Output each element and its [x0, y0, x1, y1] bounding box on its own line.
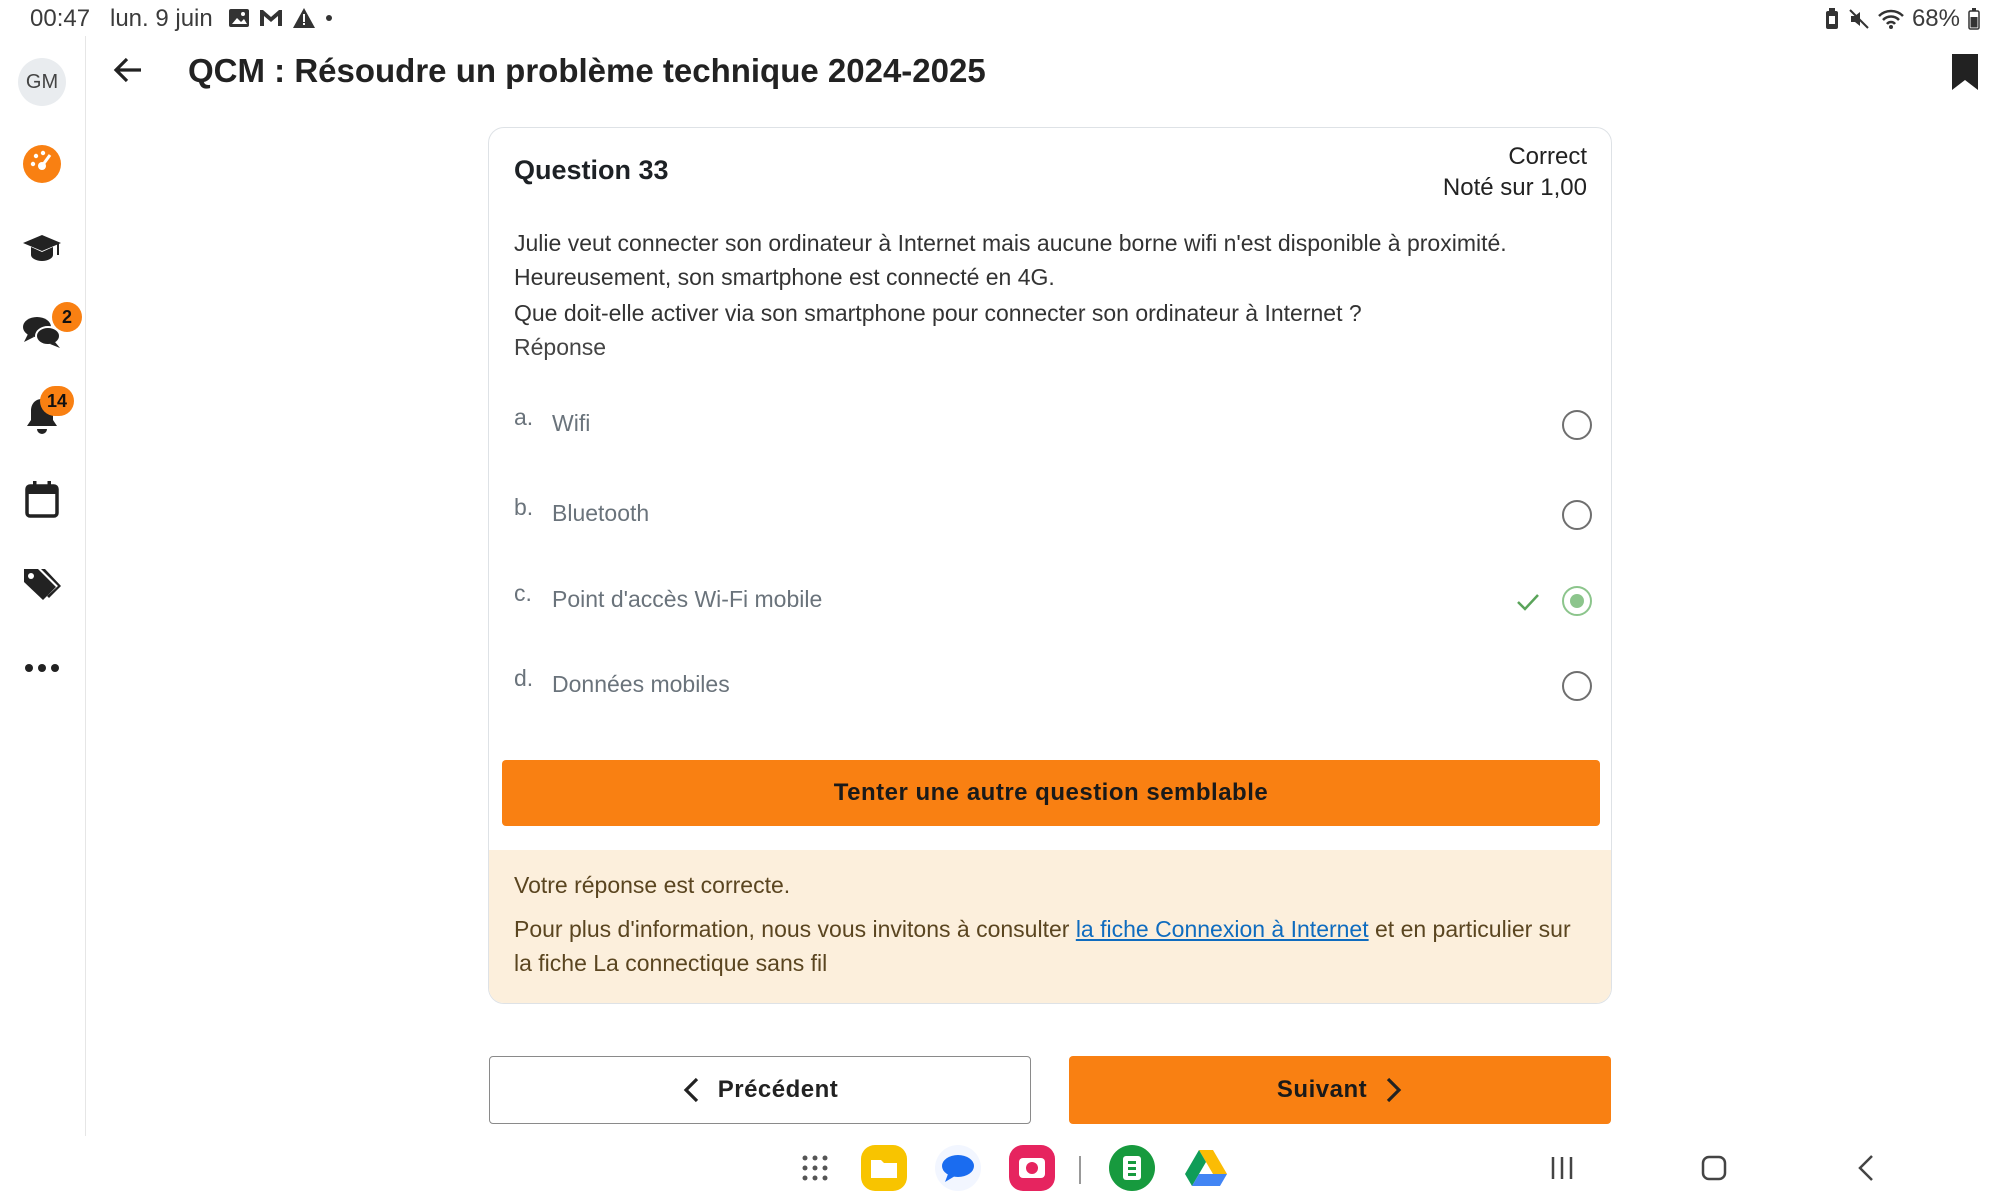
- next-label: Suivant: [1276, 1076, 1368, 1103]
- question-card: [488, 127, 1612, 1004]
- page-title: QCM : Résoudre un problème technique 2024-2025: [188, 52, 986, 89]
- answer-label: Bluetooth: [552, 500, 650, 526]
- gallery-icon: [228, 7, 250, 29]
- home-icon: [1700, 1154, 1728, 1182]
- gmail-icon: [258, 8, 284, 28]
- status-system-icons: [1824, 5, 1980, 33]
- messages-app[interactable]: [934, 1144, 982, 1192]
- question-text: [514, 226, 1594, 330]
- graduation-cap-icon: [22, 232, 62, 264]
- camera-app[interactable]: [1008, 1144, 1056, 1192]
- sidebar: [0, 36, 86, 1136]
- avatar[interactable]: GM: [18, 58, 66, 106]
- tags-icon: [22, 566, 62, 602]
- connexion-internet-link[interactable]: la fiche Connexion à Internet: [1075, 916, 1369, 942]
- correct-check-icon: [1514, 588, 1542, 616]
- education-app-icon: [1108, 1144, 1156, 1192]
- drive-app[interactable]: [1182, 1144, 1230, 1192]
- feedback-info-after: et en particulier sur la fiche La connectique sans fil: [514, 916, 1571, 976]
- question-number: Question 33: [514, 155, 669, 185]
- answer-label: Données mobiles: [552, 671, 730, 697]
- more-icon: [24, 663, 60, 673]
- grid-icon: [800, 1153, 830, 1183]
- question-grade: Noté sur 1,00: [1442, 174, 1587, 201]
- status-bar: [0, 0, 2000, 36]
- ecole-directe-app[interactable]: [1108, 1144, 1156, 1192]
- wifi-icon: [1878, 8, 1904, 30]
- messages-badge: 2: [52, 302, 82, 332]
- status-time: 00:47: [30, 5, 91, 32]
- notifications-badge: 14: [40, 386, 74, 416]
- answer-option-a[interactable]: [514, 400, 1592, 450]
- recent-apps-button[interactable]: [1538, 1144, 1586, 1192]
- chevron-right-icon: [1385, 1076, 1403, 1104]
- recents-icon: [1549, 1155, 1575, 1181]
- sidebar-item-tags[interactable]: [20, 562, 64, 606]
- sidebar-item-dashboard[interactable]: [20, 142, 64, 186]
- status-notification-icons: [228, 7, 334, 29]
- camera-icon: [1008, 1144, 1056, 1192]
- status-date: lun. 9 juin: [110, 5, 213, 32]
- back-chevron-icon: [1856, 1153, 1876, 1183]
- answer-option-c[interactable]: [514, 576, 1592, 626]
- answer-radio[interactable]: [1562, 671, 1592, 701]
- try-another-question-button[interactable]: Tenter une autre question semblable: [502, 760, 1600, 826]
- previous-label: Précédent: [717, 1076, 839, 1103]
- sidebar-item-calendar[interactable]: [20, 478, 64, 522]
- answer-radio-selected[interactable]: [1562, 586, 1592, 616]
- question-text-line: Heureusement, son smartphone est connecté en 4G.: [514, 264, 1055, 290]
- chevron-left-icon: [682, 1076, 700, 1104]
- calendar-icon: [24, 480, 60, 520]
- answer-radio[interactable]: [1562, 500, 1592, 530]
- question-status: [1443, 141, 1587, 203]
- bookmark-button[interactable]: [1950, 52, 1980, 97]
- question-text-line: Julie veut connecter son ordinateur à Internet mais aucune borne wifi n'est disponible à proximité.: [514, 230, 1507, 256]
- app-drawer-button[interactable]: [791, 1144, 839, 1192]
- sidebar-item-more[interactable]: [20, 646, 64, 690]
- question-text-line: Que doit-elle activer via son smartphone pour connecter son ordinateur à Internet ?: [514, 300, 1362, 326]
- warning-icon: [292, 7, 316, 29]
- mute-icon: [1848, 8, 1870, 30]
- answer-letter: a.: [514, 404, 534, 430]
- dashboard-icon: [22, 144, 62, 184]
- back-button[interactable]: [108, 50, 148, 90]
- system-back-button[interactable]: [1842, 1144, 1890, 1192]
- files-app[interactable]: [860, 1144, 908, 1192]
- next-button[interactable]: [1069, 1056, 1611, 1124]
- sidebar-item-courses[interactable]: [20, 226, 64, 270]
- answer-letter: c.: [514, 580, 532, 606]
- battery-saver-icon: [1824, 8, 1840, 30]
- answer-option-b[interactable]: [514, 490, 1592, 540]
- message-bubble-icon: [934, 1144, 982, 1192]
- arrow-left-icon: [113, 56, 143, 84]
- battery-icon: [1968, 8, 1980, 30]
- folder-icon: [860, 1144, 908, 1192]
- feedback-panel: [489, 850, 1612, 1004]
- previous-button[interactable]: [489, 1056, 1031, 1124]
- bookmark-icon: [1950, 52, 1980, 92]
- feedback-result: Votre réponse est correcte.: [514, 872, 791, 898]
- feedback-info: [514, 912, 1588, 980]
- drive-icon: [1184, 1148, 1228, 1188]
- answer-radio[interactable]: [1562, 410, 1592, 440]
- battery-percent: 68%: [1911, 5, 1960, 32]
- question-state: Correct: [1508, 143, 1587, 170]
- taskbar-divider: [1079, 1156, 1081, 1184]
- feedback-info-before: Pour plus d'information, nous vous invitons à consulter: [514, 916, 1076, 942]
- answer-option-d[interactable]: [514, 661, 1592, 711]
- home-button[interactable]: [1690, 1144, 1738, 1192]
- android-taskbar: [0, 1140, 2000, 1200]
- answer-label: Wifi: [552, 410, 591, 436]
- answer-prompt: Réponse: [514, 334, 607, 360]
- answer-label: Point d'accès Wi-Fi mobile: [552, 586, 823, 612]
- answer-letter: b.: [514, 494, 534, 520]
- dot-icon: [324, 13, 334, 23]
- answer-letter: d.: [514, 665, 534, 691]
